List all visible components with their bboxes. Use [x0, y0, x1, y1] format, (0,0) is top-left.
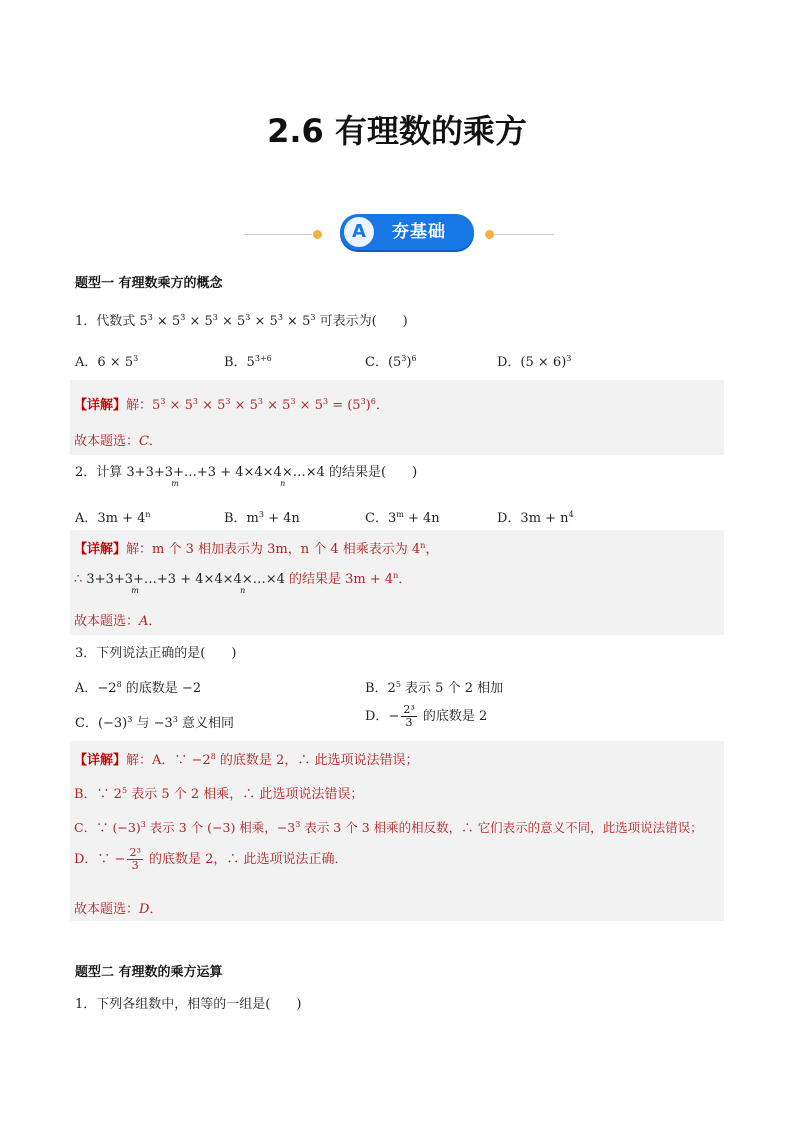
question-2-conclusion: 故本题选：A． [74, 614, 162, 629]
question-3-option-b: B．$2^5$ 表示 5 个 2 相加 [365, 680, 504, 696]
question-1-option-c: C．$(5^3)^6$ [365, 354, 417, 370]
banner-line-right [494, 234, 554, 235]
question-3-option-c: C．$(-3)^3$ 与 $-3^3$ 意义相同 [75, 715, 235, 731]
section-heading-1: 题型一 有理数乘方的概念 [75, 276, 223, 291]
question-1-conclusion: 故本题选：C． [74, 434, 162, 449]
question-3-stem: 3．下列说法正确的是( ) [75, 646, 237, 661]
question-3-conclusion: 故本题选：D． [74, 902, 163, 917]
question-2-option-a: A．$3m + 4^n$ [75, 510, 151, 526]
page-title: 2.6 有理数的乘方 [267, 112, 527, 150]
question-4-stem: 1．下列各组数中，相等的一组是( ) [75, 997, 302, 1012]
banner-dot-right [485, 230, 494, 239]
question-3-option-d: D．− $\frac{\text{2³}}{3}$ 的底数是 2 [365, 703, 488, 729]
question-3-answer-line-1: 【详解】解：A．∵ $-2^8$ 的底数是 2，∴ 此选项说法错误； [74, 752, 419, 768]
banner-label: 夯基础 [392, 222, 446, 242]
question-3-answer-line-3: C．∵ $(-3)^3$ 表示 3 个 (−3) 相乘，$-3^3$ 表示 3 个 3 相乘的相反数，∴ 它们表示的意义不同，此选项说法错误； [74, 820, 703, 835]
question-1-option-b: B．$5^{3+6}$ [224, 354, 272, 370]
question-2-option-c: C．$3^m + 4n$ [365, 510, 440, 526]
question-2-answer-box [70, 530, 724, 635]
question-3-option-a: A．$-2^8$ 的底数是 −2 [75, 680, 202, 696]
question-2-option-b: B．$m^3 + 4n$ [224, 510, 300, 526]
question-2-answer-line-2: ∴ 3+3+3+…+3 m + 4×4×4×…×4 n 的结果是 $3m + 4^n$． [74, 571, 412, 595]
question-1-option-a: A．$6 \times 5^3$ [75, 354, 139, 370]
question-2-option-d: D．$3m + n^4$ [497, 510, 574, 526]
question-3-answer-box [70, 741, 724, 921]
question-3-answer-line-4: D．∵ − $\frac{\text{2³}}{3}$ 的底数是 2，∴ 此选项说法正确． [74, 846, 348, 872]
banner-letter: A [342, 215, 376, 249]
section-heading-2: 题型二 有理数的乘方运算 [75, 965, 223, 980]
question-1-answer-box [70, 380, 724, 455]
banner-line-left [244, 234, 312, 235]
question-2-sum-term: 3+3+3+…+3 m [126, 465, 217, 488]
level-banner [244, 212, 554, 252]
question-2-answer-line-1: 【详解】解：m 个 3 相加表示为 3m，n 个 4 相乘表示为 4$^n$， [74, 541, 439, 557]
question-1-answer-line: 【详解】解：$5^3 \times 5^3 \times 5^3 \times 5^3 \times 5^3 \times 5^3 = (5^3)^6$． [74, 397, 389, 413]
question-2-stem: 2．计算 3+3+3+…+3 m + 4×4×4×…×4 n 的结果是( ) [75, 465, 418, 488]
question-1-stem: 1．代数式 $5^3 \times 5^3 \times 5^3 \times 5^3 \times 5^3 \times 5^3$ 可表示为( ) [75, 313, 408, 329]
question-1-option-d: D．$(5 \times 6)^3$ [497, 354, 572, 370]
question-2-product-term: 4×4×4×…×4 n [235, 465, 325, 488]
banner-dot-left [313, 230, 322, 239]
question-3-answer-line-2: B．∵ $2^5$ 表示 5 个 2 相乘，∴ 此选项说法错误； [74, 786, 364, 802]
